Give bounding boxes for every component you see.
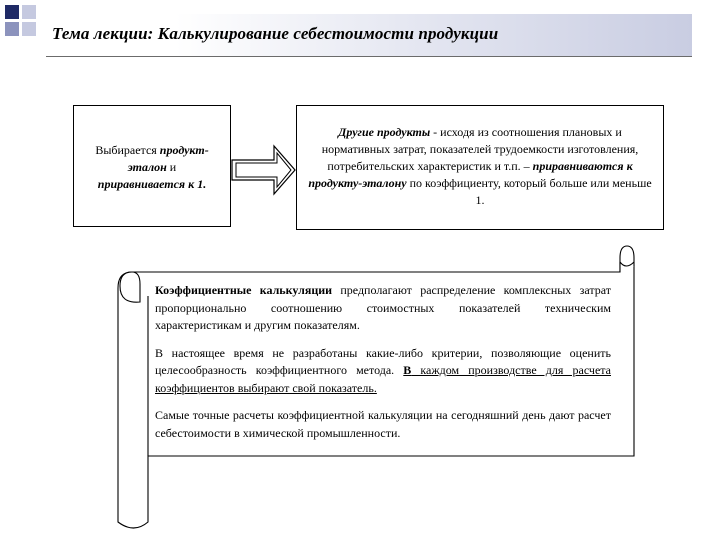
right-box-text: - исходя из соотношения плановых и нормативных затрат, показателей трудоемкости изготовления, потребительских характеристик и т.п. – bbox=[321, 125, 639, 173]
scroll-paragraph-2 bbox=[155, 345, 611, 398]
right-box-bold: Другие продукты bbox=[338, 125, 431, 139]
page-title: Тема лекции: Калькулирование себестоимости продукции bbox=[52, 24, 499, 43]
scroll-text-block bbox=[155, 282, 611, 452]
scroll-text: предполагают распределение комплексных затрат пропорционально соотношению стоимостных показателей техническим характеристикам и другим показателям. bbox=[155, 283, 611, 332]
left-box-text: Выбирается bbox=[95, 143, 160, 157]
left-box-text: и bbox=[166, 160, 177, 174]
right-box-text: по коэффициенту, который больше или меньше 1. bbox=[406, 176, 652, 207]
left-box-bold: продукт- bbox=[159, 143, 209, 157]
scroll-bold-term: Коэффициентные калькуляции bbox=[155, 283, 333, 297]
scroll-underlined-text: В каждом производстве для расчета коэффициентов выбирают свой показатель. bbox=[155, 363, 611, 395]
scroll-text: Самые точные расчеты коэффициентной калькуляции на сегодняшний день дают расчет себестоимости в химической промышленности. bbox=[155, 408, 611, 440]
left-box-bold: эталон bbox=[127, 160, 167, 174]
left-box-bold: приравнивается к 1. bbox=[97, 177, 207, 191]
scroll-text: В настоящее время не разработаны какие-либо критерии, позволяющие оценить целесообразность коэффициентного метода. bbox=[155, 345, 611, 377]
scroll-paragraph-3 bbox=[155, 407, 611, 442]
scroll-paragraph-1 bbox=[155, 282, 611, 335]
right-box-bold: приравниваются к продукту-эталону bbox=[308, 159, 633, 190]
